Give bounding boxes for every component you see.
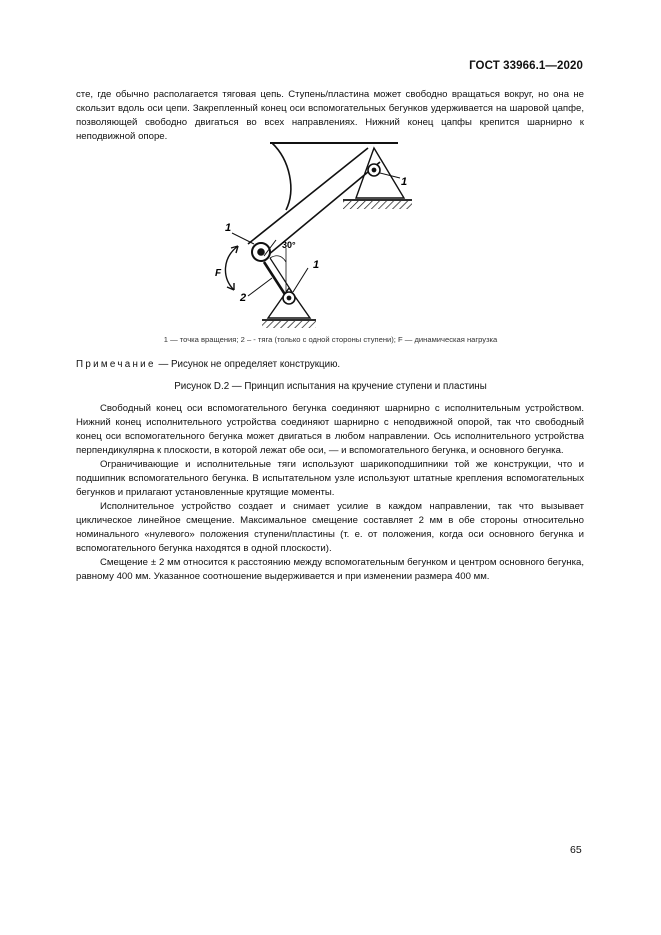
paragraph: Исполнительное устройство создает и снимает усилие в каждом направлении, так что вызывает циклическое линейное смещение. Максимальное смещение составляет 2 мм в обе стороны относительно номинального «нулевого» положения ступени/пластины (т. е. от положения, когда оси основного бегунка и вспомогательного бегунка находятся в одной плоскости).: [76, 501, 584, 554]
paragraph: Свободный конец оси вспомогательного бегунка соединяют шарнирно с исполнительным устройством. Нижний конец исполнительного устройства соединяют шарнирно с неподвижной опорой, так что свободный конец оси вспомогательного бегунка может двигаться в любом направлении. Ось исполнительного устройства перпендикулярна к плоскости, в которой лежат обе оси, — и вспомогательного бегунка, и основного бегунка.: [76, 403, 584, 456]
leader-left: [232, 233, 254, 244]
label-rod: 2: [240, 292, 247, 304]
label-force: F: [215, 268, 222, 279]
bottom-ground-hatch: [262, 321, 316, 328]
mechanism-diagram: [0, 130, 661, 330]
paragraph: сте, где обычно располагается тяговая цепь. Ступень/пластина может свободно вращаться вокруг, но она не скользит вдоль оси цепи. Закрепленный конец оси вспомогательных бегунков удерживается на шаровой цапфе, позволяющей свободно двигаться во всех направлениях. Нижний конец цапфы крепится шарнирно к неподвижной опоре.: [76, 89, 584, 142]
note-label: Примечание: [76, 359, 156, 370]
label-pivot-right: 1: [401, 176, 408, 188]
leader-bottom: [293, 268, 308, 292]
main-bar-lower: [262, 162, 380, 260]
rod-line-a: [264, 262, 286, 296]
label-pivot-left: 1: [225, 222, 232, 234]
figure-title: Рисунок D.2 — Принцип испытания на кручение ступени и пластины: [174, 381, 487, 392]
figure-caption: 1 — точка вращения; 2 – - тяга (только с одной стороны ступени); F — динамическая нагрузка: [163, 335, 498, 344]
leader-rod: [248, 278, 272, 296]
body-text: [76, 402, 584, 584]
document-id: ГОСТ 33966.1—2020: [469, 60, 583, 72]
main-bar-upper: [248, 148, 368, 244]
page-number: 65: [570, 844, 582, 856]
step-curve: [270, 143, 291, 210]
label-pivot-bottom: 1: [313, 259, 320, 271]
note-text: — Рисунок не определяет конструкцию.: [155, 359, 341, 370]
figure-note: [76, 359, 340, 370]
right-ground-hatch: [343, 201, 412, 209]
paragraph: Смещение ± 2 мм относится к расстоянию между вспомогательным бегунком и центром основного бегунка, равному 400 мм. Указанное соотношение выдерживается и при изменении размера 400 мм.: [76, 557, 584, 582]
label-angle: 30°: [282, 240, 296, 250]
paragraph: Ограничивающие и исполнительные тяги используют шарикоподшипники той же конструкции, что и подшипник вспомогательного бегунка. В испытательном узле используют штатные крепления вспомогательных бегунков и прилагают установленные крутящие моменты.: [76, 459, 584, 498]
